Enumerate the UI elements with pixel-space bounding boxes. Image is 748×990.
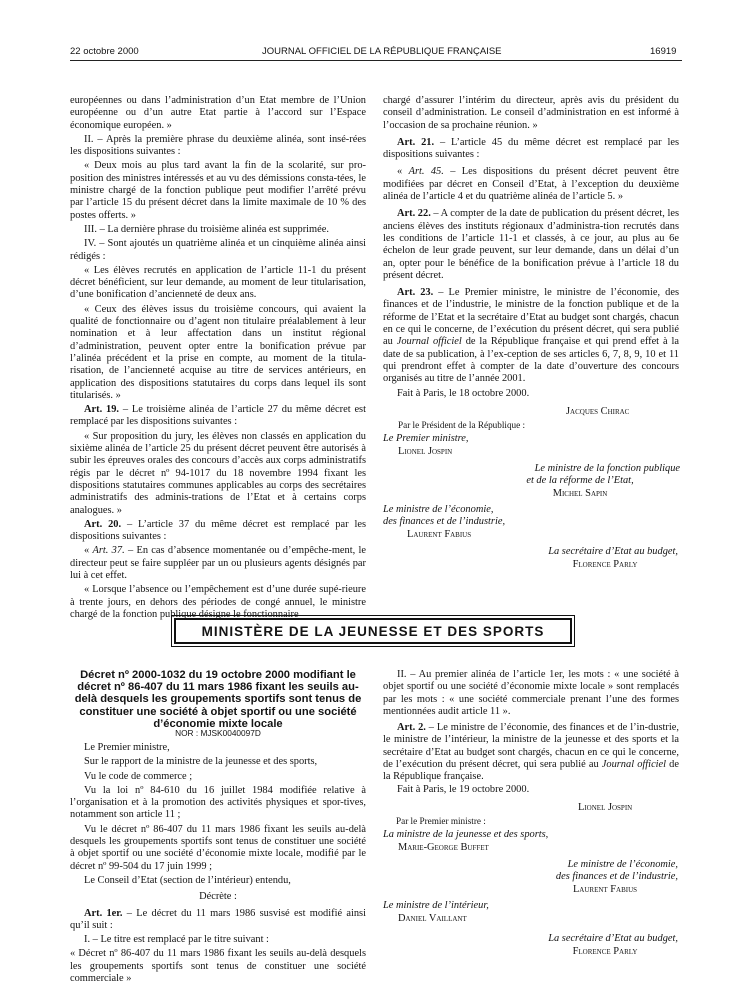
signature-title: La ministre de la jeunesse et des sports, <box>383 829 549 840</box>
header-date: 22 octobre 2000 <box>70 46 139 57</box>
decree-right-column <box>383 669 679 786</box>
signature-name: Florence Parly <box>572 946 638 957</box>
signature-name: Jacques Chirac <box>566 406 630 417</box>
article-label: Art. 19. <box>84 404 119 416</box>
journal-officiel-ref: Journal officiel <box>601 759 667 771</box>
decrete-heading: Décrète : <box>199 891 237 903</box>
paragraph: Le Conseil d’Etat (section de l’intérieur) entendu, <box>84 874 291 886</box>
article-label: Art. 20. <box>84 518 122 530</box>
article-text: – L’article 37 du même décret est remplacé par les dispositions suivantes : <box>70 518 366 543</box>
article-20 <box>70 519 366 544</box>
signature-title: Le ministre de l’économie, <box>383 504 494 515</box>
article-text: – Le décret du 11 mars 1986 susvisé est modifié ainsi qu’il suit : <box>70 907 366 931</box>
top-left-column <box>70 95 366 623</box>
header-journal-title: JOURNAL OFFICIEL DE LA RÉPUBLIQUE FRANÇAISE <box>262 46 502 57</box>
article-label: Art. 22. <box>397 208 431 220</box>
header-page-number: 16919 <box>650 46 677 57</box>
signature-name: Michel Sapin <box>552 488 608 499</box>
article-text: – Les dispositions du présent décret peuvent être modifiées par décret en Conseil d’Etat, à l’exception du deuxième alinéa de l’article 4 et du quatrième alinéa de l’article 5. » <box>383 166 680 203</box>
article-text: de la République française et qui prend effet à la date de sa publication, à l’ex-ception de ses articles 6, 7, 8, 9, 10 et 11 qui prendront effet à compter de la date d’ouverture des concours organisés au titre de l’année 2001. <box>383 336 679 385</box>
article-text: de la République française. <box>383 759 679 783</box>
paragraph: « Deux mois au plus tard avant la fin de la scolarité, sur pro-position des ministres intéressés et au vu des démissions consta-tées, le ministre chargé de la fonction publique peut modifier l’arrêté prévu par l’article 15 du présent décret dans la limite maximale de 10 % des postes offerts. » <box>70 160 366 221</box>
ministry-title: MINISTÈRE DE LA JEUNESSE ET DES SPORTS <box>201 623 545 639</box>
paragraph: « Lorsque l’absence ou l’empêchement est d’une durée supé-rieure à trente jours, en dehors des périodes de congé annuel, le ministre chargé de la fonction publique désigne le fonctionnaire <box>70 584 366 620</box>
signature-name: Lionel Jospin <box>578 802 633 813</box>
decree-left-column <box>70 742 366 987</box>
paragraph: « Ceux des élèves issus du troisième concours, qui avaient la qualité de fonctionnaire ou d’agent non titulaire préalablement à leur nomination et à leur affectation dans un institut régional d’administration, peuvent opter entre la bonification prévue par l’alinéa précédent et la prise en compte, au moment de la titula-risation, de l’ancienneté acquise au titre de services antérieurs, en application des dispositions statutaires du corps dans lequel ils sont titularisés. » <box>70 303 366 401</box>
paragraph: I. – Le titre est remplacé par le titre suivant : <box>84 934 269 946</box>
signature-intro: Par le Premier ministre : <box>396 816 486 826</box>
paragraph: Vu la loi nº 84-610 du 16 juillet 1984 modifiée relative à l’organisation et à la promotion des activités physiques et spor-tives, notamment son article 11 ; <box>70 784 366 821</box>
ministry-banner <box>174 618 572 644</box>
signature-title: Le Premier ministre, <box>383 433 469 444</box>
header-rule <box>70 60 682 61</box>
article-text: – A compter de la date de publication du présent décret, les anciens élèves des instituts régionaux d’administra-tion recrutés dans les conditions de l’article 11-1 et classés, à ce jour, au plus au 6e échelon de leur grade peuvent, sur leur demande, dans un délai d’un an, opter pour le bénéfice de la bonification prévue à l’article 18 du présent décret. <box>383 208 679 281</box>
signature-intro: Par le Président de la République : <box>398 420 526 430</box>
article-text: – L’article 45 du même décret est remplacé par les dispositions suivantes : <box>383 136 679 161</box>
paragraph: Vu le code de commerce ; <box>84 770 193 782</box>
signature-title: Le ministre de l’intérieur, <box>383 900 489 911</box>
place-date: Fait à Paris, le 19 octobre 2000. <box>397 784 530 795</box>
article-label: Art. 45. <box>408 166 444 178</box>
article-2 <box>383 722 679 783</box>
signature-title: La secrétaire d’Etat au budget, <box>548 546 678 557</box>
quote-mark: « <box>84 545 93 557</box>
paragraph: Vu le décret nº 86-407 du 11 mars 1986 fixant les seuils au-delà desquels les groupements sportifs sont tenus de constituer une société à objet sportif ou une société d’économie mixte locale, modifié par le décret nº 99-504 du 17 juin 1999 ; <box>70 823 366 872</box>
article-22 <box>383 208 679 282</box>
paragraph: « Sur proposition du jury, les élèves non classés en application du sixième alinéa de l’article 25 du présent décret peuvent être autorisés à subir les épreuves orales des concours d’accès aux corps administratifs régis par le décret nº 94-1017 du 18 novembre 1994 fixant les dispositions statutaires communes applicables au corps des secrétaires administratifs des adminis-trations de l’Etat et à certains corps analogues. » <box>70 430 366 516</box>
article-1 <box>70 908 366 933</box>
article-text: – Le troisième alinéa de l’article 27 du même décret est remplacé par les dispositions suivantes : <box>70 404 366 428</box>
article-label: Art. 37. <box>92 545 125 557</box>
signature-name: Laurent Fabius <box>407 529 472 540</box>
decree-title: Décret nº 2000-1032 du 19 octobre 2000 modifiant le décret nº 86-407 du 11 mars 1986 fixant les seuils au-delà desquels les groupements sportifs sont tenus de constituer une société à objet sportif ou une société d’économie mixte locale <box>74 669 362 730</box>
signature-title: et de la réforme de l’Etat, <box>526 475 634 486</box>
paragraph: II. – Au premier alinéa de l’article 1er, les mots : « une société à objet sportif ou une société d’économie mixte locale » sont remplacés par les mots : « une société commerciale prenant l’une des formes mentionnées audit article 11 ». <box>383 669 679 717</box>
article-23 <box>383 287 679 385</box>
journal-officiel-ref: Journal officiel <box>396 336 462 348</box>
nor-reference: NOR : MJSK0040097D <box>175 728 261 738</box>
signature-title: des finances et de l’industrie, <box>555 871 678 882</box>
quote-mark: « <box>397 166 409 178</box>
signature-title: Le ministre de l’économie, <box>567 859 678 870</box>
signature-name: Daniel Vaillant <box>398 913 467 924</box>
article-label: Art. 2. <box>397 722 426 734</box>
article-19 <box>70 404 366 429</box>
signature-title: La secrétaire d’Etat au budget, <box>548 933 678 944</box>
paragraph <box>70 545 366 582</box>
article-text: – En cas d’absence momentanée ou d’empêche-ment, le directeur peut se faire suppléer par un ou plusieurs agents désignés par lui à cet effet. <box>70 545 366 581</box>
paragraph: Sur le rapport de la ministre de la jeunesse et des sports, <box>84 756 318 768</box>
paragraph: II. – Après la première phrase du deuxième alinéa, sont insé-rées les dispositions suivantes : <box>70 133 366 158</box>
article-label: Art. 21. <box>397 136 435 148</box>
place-date: Fait à Paris, le 18 octobre 2000. <box>397 388 530 399</box>
signature-name: Marie-George Buffet <box>398 842 489 853</box>
article-label: Art. 23. <box>397 287 434 299</box>
signature-title: des finances et de l’industrie, <box>383 516 506 527</box>
paragraph: III. – La dernière phrase du troisième alinéa est supprimée. <box>84 223 329 235</box>
signature-name: Lionel Jospin <box>398 446 453 457</box>
paragraph <box>383 166 679 203</box>
paragraph: chargé d’assurer l’intérim du directeur, après avis du président du conseil d’administration. Le conseil d’administration en est informé à l’occasion de sa prochaine réunion. » <box>383 95 679 131</box>
paragraph: « Les élèves recrutés en application de l’article 11-1 du présent décret bénéficient, sur leur demande, au moment de leur titularisation, d’une bonification d’ancienneté de deux ans. <box>70 264 366 301</box>
article-text: – Le Premier ministre, le ministre de l’économie, des finances et de l’industrie, le ministre de la fonction publique et de la réforme de l’Etat et la secrétaire d’Etat au budget sont chargés, chacun en ce qui le concerne, de l’exécution du présent décret, qui sera publié au <box>383 287 680 348</box>
paragraph: IV. – Sont ajoutés un quatrième alinéa et un cinquième alinéa ainsi rédigés : <box>70 238 366 262</box>
article-21 <box>383 137 679 162</box>
signature-name: Florence Parly <box>572 559 638 570</box>
paragraph: européennes ou dans l’administration d’un Etat membre de l’Union européenne ou d’un autre Etat partie à l’accord sur l’Espace économique européen. » <box>70 95 366 131</box>
paragraph: « Décret nº 86-407 du 11 mars 1986 fixant les seuils au-delà desquels les groupements sportifs sont tenus de constituer une société commerciale » <box>70 948 366 985</box>
top-right-column <box>383 95 679 388</box>
paragraph: Le Premier ministre, <box>84 742 170 753</box>
article-text: – Le ministre de l’économie, des finances et de l’in-dustrie, le ministre de l’intérieur, la ministre de la jeunesse et des sports et la secrétaire d’Etat au budget sont chargés, chacun en ce qui le concerne, de l’exécution du présent décret, qui sera publié au <box>383 722 679 771</box>
signature-name: Laurent Fabius <box>572 884 638 895</box>
signature-title: Le ministre de la fonction publique <box>534 463 680 474</box>
article-label: Art. 1er. <box>84 907 123 919</box>
